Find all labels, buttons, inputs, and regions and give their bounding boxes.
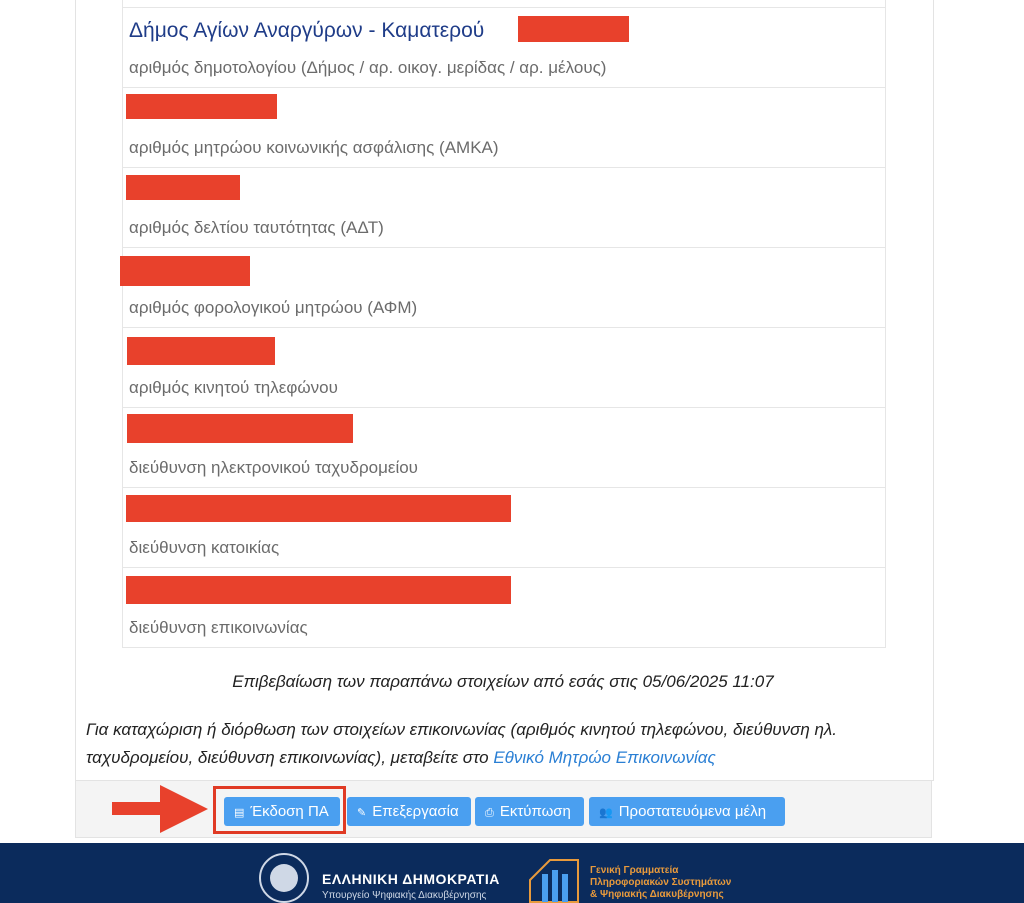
redaction-adt	[126, 175, 240, 200]
protected-members-button[interactable]: 👥 Προστατευόμενα μέλη	[589, 797, 785, 826]
contact-note	[86, 716, 936, 772]
pencil-icon: ✎	[357, 807, 367, 819]
document-icon: ▤	[234, 807, 245, 819]
municipality-label: αριθμός δημοτολογίου (Δήμος / αρ. οικογ. μερίδας / αρ. μέλους)	[129, 58, 607, 77]
mobile-label: αριθμός κινητού τηλεφώνου	[129, 378, 338, 397]
redaction-email	[127, 414, 353, 443]
municipality-value: Δήμος Αγίων Αναργύρων - Καματερού	[129, 19, 485, 42]
afm-label: αριθμός φορολογικού μητρώου (ΑΦΜ)	[129, 298, 418, 317]
gsis-logo-icon	[528, 858, 584, 903]
redaction-home-address	[126, 495, 511, 522]
redaction-amka	[126, 94, 277, 119]
greek-republic-emblem-icon	[259, 853, 309, 903]
redaction-afm	[120, 256, 250, 286]
list-item-municipality	[123, 7, 885, 87]
national-contact-registry-link[interactable]: Εθνικό Μητρώο Επικοινωνίας	[493, 748, 716, 767]
email-label: διεύθυνση ηλεκτρονικού ταχυδρομείου	[129, 458, 418, 477]
issue-pa-button[interactable]: ▤ Έκδοση ΠΑ	[224, 797, 340, 826]
redaction-mobile	[127, 337, 275, 365]
gov-subtitle: Υπουργείο Ψηφιακής Διακυβέρνησης	[322, 890, 487, 901]
contact-address-label: διεύθυνση επικοινωνίας	[129, 618, 308, 637]
home-address-label: διεύθυνση κατοικίας	[129, 538, 280, 557]
highlight-box	[213, 786, 346, 834]
users-icon: 👥	[599, 807, 613, 819]
arrow-icon	[160, 785, 208, 833]
print-button[interactable]: ⎙ Εκτύπωση	[475, 797, 584, 826]
redaction-municipality-id	[518, 16, 629, 42]
redaction-contact-address	[126, 576, 511, 604]
edit-button[interactable]: ✎ Επεξεργασία	[347, 797, 471, 826]
site-footer	[0, 843, 1024, 903]
gov-title: ΕΛΛΗΝΙΚΗ ΔΗΜΟΚΡΑΤΙΑ	[322, 871, 500, 887]
gsis-text: Γενική Γραμματεία Πληροφοριακών Συστημάτων & Ψηφιακής Διακυβέρνησης	[590, 865, 732, 900]
amka-label: αριθμός μητρώου κοινωνικής ασφάλισης (ΑΜΚΑ)	[129, 138, 499, 157]
arrow-shaft	[112, 802, 167, 815]
printer-icon: ⎙	[485, 807, 494, 819]
adt-label: αριθμός δελτίου ταυτότητας (ΑΔΤ)	[129, 218, 384, 237]
contact-note-text: Για καταχώριση ή διόρθωση των στοιχείων επικοινωνίας (αριθμός κινητού τηλεφώνου, διεύθυνση ηλ. ταχυδρομείου, διεύθυνση επικοινωνίας), μεταβείτε στο	[86, 720, 838, 767]
confirmation-text: Επιβεβαίωση των παραπάνω στοιχείων από εσάς στις 05/06/2025 11:07	[232, 672, 774, 691]
